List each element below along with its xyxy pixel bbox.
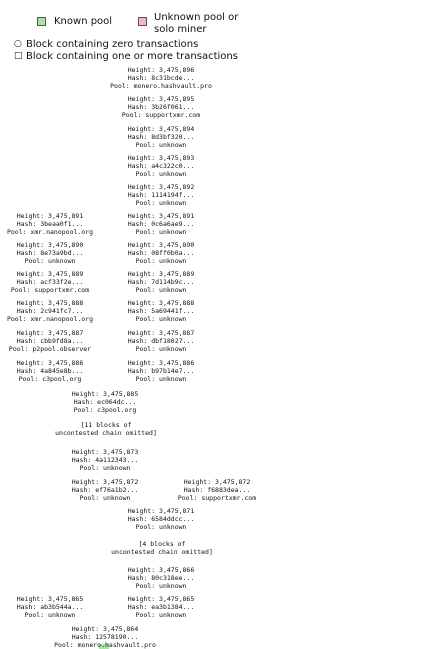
block-height: Height: 3,475,891 [16,212,84,220]
block-hash: Hash: 2c941fc7... [16,307,84,315]
block-hash: Hash: dbf18027... [127,337,195,345]
block-height: Height: 3,475,891 [127,212,195,220]
block-pool: Pool: unknown [135,582,187,590]
block-height: Height: 3,475,885 [71,390,139,398]
block-hash: Hash: 7d114b9c... [127,278,195,286]
block-pool: Pool: unknown [135,228,187,236]
omitted-line-1: [11 blocks of [80,421,132,429]
block-hash: Hash: 6584ddcc... [127,515,195,523]
block-height: Height: 3,475,889 [16,270,84,278]
circle-icon: ○ [14,39,22,49]
block-hash: Hash: 4a112343... [71,456,139,464]
block-height: Height: 3,475,892 [127,183,195,191]
block-hash: Hash: 4a845e8b... [16,367,84,375]
block-pool: Pool: monero.hashvault.pro [54,641,156,649]
block-pool: Pool: p2pool.observer [8,345,92,353]
block-hash: Hash: ec064dc... [73,398,137,406]
block-pool: Pool: unknown [135,375,187,383]
unknown-pool-swatch [138,17,147,26]
block-node [50,478,160,502]
zero-tx-label: Block containing zero transactions [26,39,199,50]
square-icon: □ [14,51,23,61]
omitted-line-2: uncontested chain omitted] [55,429,157,437]
block-height: Height: 3,475,888 [127,299,195,307]
block-node [106,566,216,590]
block-height: Height: 3,475,871 [127,507,195,515]
block-height: Height: 3,475,894 [127,125,195,133]
block-hash: Hash: ef76a1b2... [71,486,139,494]
block-hash: Hash: 80c318ee... [127,574,195,582]
block-node [0,299,105,323]
block-pool: Pool: unknown [135,315,187,323]
block-pool: Pool: supportxmr.com [10,286,90,294]
block-height: Height: 3,475,889 [127,270,195,278]
block-hash: Hash: 8e73a9bd... [16,249,84,257]
block-hash: Hash: ea3b1384... [127,603,195,611]
block-hash: Hash: 08ff0b0a... [127,249,195,257]
block-hash: Hash: ab3b544a... [16,603,84,611]
block-height: Height: 3,475,886 [127,359,195,367]
block-node [106,95,216,119]
known-pool-swatch [37,17,46,26]
block-node [106,299,216,323]
block-pool: Pool: unknown [135,257,187,265]
block-height: Height: 3,475,896 [127,66,195,74]
block-hash: Hash: a4c322c0... [127,162,195,170]
block-height: Height: 3,475,887 [127,329,195,337]
block-hash: Hash: 8c31bcde... [127,74,195,82]
block-node [50,390,160,414]
block-pool: Pool: c3pool.org [73,406,137,414]
block-node [106,241,216,265]
block-node [106,154,216,178]
block-pool: Pool: xmr.nanopool.org [6,228,94,236]
omitted-line-1: [4 blocks of [138,540,186,548]
block-height: Height: 3,475,864 [71,625,139,633]
block-node [162,478,272,502]
block-height: Height: 3,475,893 [127,154,195,162]
block-node [0,329,105,353]
block-pool: Pool: supportxmr.com [177,494,257,502]
block-pool: Pool: unknown [79,464,131,472]
block-pool: Pool: unknown [135,199,187,207]
block-pool: Pool: unknown [135,611,187,619]
block-hash: Hash: 12578190... [71,633,139,641]
block-node [0,595,105,619]
block-node [106,359,216,383]
block-node [0,359,105,383]
block-height: Height: 3,475,886 [16,359,84,367]
block-height: Height: 3,475,888 [16,299,84,307]
block-node [106,183,216,207]
block-height: Height: 3,475,873 [71,448,139,456]
block-node [106,212,216,236]
block-pool: Pool: monero.hashvault.pro [110,82,212,90]
block-hash: Hash: 5a69441f... [127,307,195,315]
block-hash: Hash: b97b14e7... [127,367,195,375]
block-node [106,270,216,294]
block-node [50,448,160,472]
known-pool-label: Known pool [54,16,113,27]
block-pool: Pool: unknown [79,494,131,502]
block-hash: Hash: cbb9fd8a... [16,337,84,345]
block-height: Height: 3,475,872 [183,478,251,486]
unknown-pool-label-2: solo miner [154,24,207,35]
block-hash: Hash: 3b26f061... [127,103,195,111]
block-pool: Pool: unknown [24,257,76,265]
block-node [106,507,216,531]
block-hash: Hash: 3beaa0f1... [16,220,84,228]
block-node [106,329,216,353]
block-height: Height: 3,475,865 [16,595,84,603]
block-pool: Pool: xmr.nanopool.org [6,315,94,323]
block-hash: Hash: 0c6a6ae9... [127,220,195,228]
block-pool: Pool: unknown [135,523,187,531]
block-height: Height: 3,475,865 [127,595,195,603]
some-tx-label: Block containing one or more transactions [26,51,238,62]
block-pool: Pool: supportxmr.com [121,111,201,119]
block-height: Height: 3,475,890 [16,241,84,249]
block-pool: Pool: unknown [135,286,187,294]
block-height: Height: 3,475,872 [71,478,139,486]
block-node [106,66,216,90]
block-height: Height: 3,475,895 [127,95,195,103]
block-height: Height: 3,475,890 [127,241,195,249]
block-pool: Pool: unknown [135,345,187,353]
block-pool: Pool: unknown [135,141,187,149]
block-hash: Hash: f6883dea... [183,486,251,494]
block-node [106,595,216,619]
block-height: Height: 3,475,887 [16,329,84,337]
omitted-blocks-note [51,421,161,437]
block-hash: Hash: acf33f2e... [16,278,84,286]
omitted-blocks-note [107,540,217,556]
block-hash: Hash: 1114194f... [127,191,195,199]
block-pool: Pool: c3pool.org [18,375,82,383]
block-hash: Hash: 8d3bf320... [127,133,195,141]
block-node [0,212,105,236]
block-node [0,270,105,294]
block-pool: Pool: unknown [135,170,187,178]
block-height: Height: 3,475,866 [127,566,195,574]
omitted-line-2: uncontested chain omitted] [111,548,213,556]
block-node [50,625,160,649]
unknown-pool-label-1: Unknown pool or [154,12,239,23]
block-pool: Pool: unknown [24,611,76,619]
block-node [0,241,105,265]
block-node [106,125,216,149]
